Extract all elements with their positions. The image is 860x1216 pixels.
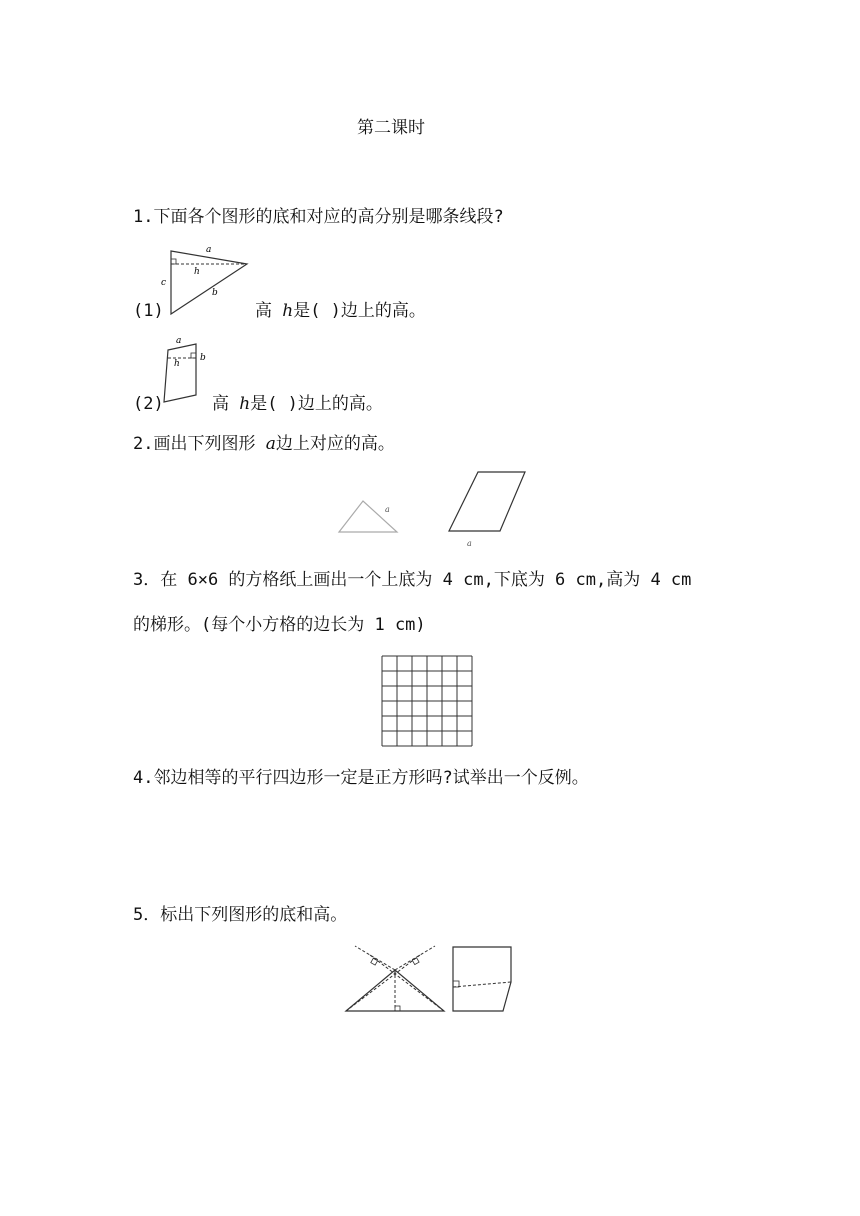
- q1-part1-text: [255, 303, 426, 320]
- question-4-text: 4.邻边相等的平行四边形一定是正方形吗?试举出一个反例。: [133, 768, 589, 788]
- q1-part2-prefix: 高: [212, 394, 229, 414]
- q1-part2-text: [212, 396, 383, 413]
- label-h: h: [174, 359, 180, 369]
- question-5-text: 5．标出下列图形的底和高。: [133, 905, 348, 925]
- label-a: a: [176, 336, 182, 346]
- page-title: 第二课时: [357, 118, 425, 138]
- q2-var: a: [265, 434, 276, 454]
- question-3-line1: 3．在 6×6 的方格纸上画出一个上底为 4 cm,下底为 6 cm,高为 4 cm: [133, 570, 692, 590]
- q1-part1-suffix: 是( )边上的高。: [293, 301, 426, 321]
- label-h: h: [194, 267, 200, 277]
- q1-part1-number: (1): [133, 301, 164, 321]
- label-a: a: [206, 245, 212, 255]
- q2-text-pre: 2.画出下列图形: [133, 434, 256, 454]
- question-2-text: [133, 436, 395, 453]
- label-b: b: [200, 353, 206, 363]
- q1-part2-var: h: [239, 394, 251, 414]
- q5-triangle-figure: [340, 940, 450, 1020]
- q3-grid-figure: [380, 654, 480, 754]
- label-b: b: [212, 288, 218, 298]
- q1-part1-var: h: [282, 301, 294, 321]
- question-1-text: 1.下面各个图形的底和对应的高分别是哪条线段?: [133, 207, 504, 227]
- q1-part1-prefix: 高: [255, 301, 272, 321]
- q2-text-post: 边上对应的高。: [275, 434, 395, 454]
- q2-triangle-figure: [335, 492, 415, 542]
- q1-parallelogram-figure: [158, 330, 218, 410]
- label-triangle-a: a: [385, 505, 390, 514]
- grid-lines: [382, 656, 472, 746]
- label-parallelogram-a: a: [467, 539, 472, 548]
- label-c: c: [161, 278, 167, 288]
- q2-parallelogram-figure: [445, 468, 535, 548]
- question-3-line2: 的梯形。(每个小方格的边长为 1 cm): [133, 615, 426, 635]
- q1-part2-number: (2): [133, 394, 164, 414]
- q5-pentagon-figure: [448, 942, 518, 1022]
- q1-part2-suffix: 是( )边上的高。: [250, 394, 383, 414]
